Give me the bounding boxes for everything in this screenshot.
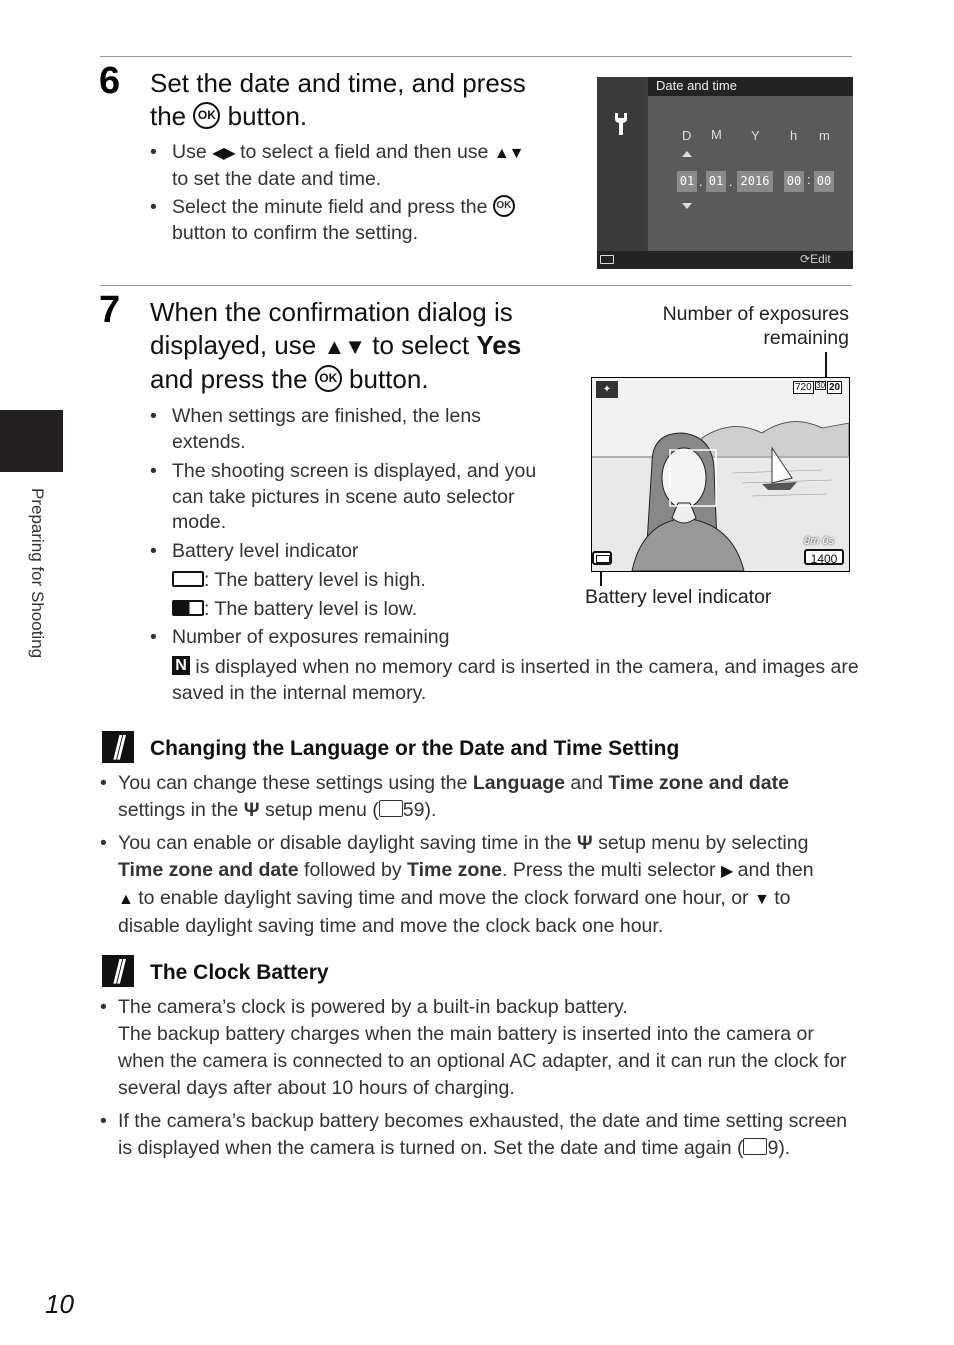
date-time-screen (597, 77, 853, 269)
up-down-arrow-icon: ▲▼ (493, 145, 524, 162)
wrench-icon (611, 111, 631, 137)
date-separator: . (699, 174, 703, 189)
page-ref-icon (379, 800, 403, 817)
battery-caption: Battery level indicator (585, 586, 772, 608)
label-hour: h (790, 128, 798, 143)
hour-field[interactable]: 00 (784, 171, 804, 192)
step-7-title: When the confirmation dialog is displayed, use ▲▼ to select Yes and press the OK button. (150, 297, 522, 394)
page-ref-icon (743, 1138, 767, 1155)
ok-button-icon: OK (193, 102, 220, 129)
note-1-title: Changing the Language or the Date and Time Setting (150, 737, 680, 760)
edit-hint: ⟳Edit (800, 252, 831, 266)
exposures-remaining: 1400 (804, 549, 844, 565)
ok-button-icon: OK (315, 365, 342, 392)
label-month: M (711, 127, 722, 142)
up-arrow-icon: ▲ (118, 891, 133, 908)
section-tab (0, 410, 63, 472)
down-arrow-icon: ▼ (753, 891, 769, 908)
month-field[interactable]: 01 (706, 171, 726, 192)
left-right-arrow-icon: ◀▶ (212, 145, 235, 162)
date-separator: . (729, 174, 733, 189)
screen-title: Date and time (656, 78, 737, 93)
label-day: D (682, 128, 692, 143)
internal-memory-icon: N (172, 656, 190, 675)
time-separator: : (807, 172, 811, 187)
page-number: 10 (45, 1289, 74, 1319)
frame-rate-indicator: 30 (816, 381, 825, 390)
top-rule (100, 56, 852, 57)
scene-auto-icon: ✦ (596, 381, 618, 398)
movie-time-remaining: 8m 0s (804, 535, 834, 547)
section-label: Preparing for Shooting (28, 488, 47, 659)
day-field[interactable]: 01 (677, 171, 697, 192)
battery-low-icon (172, 600, 204, 616)
exposures-caption: Number of exposures remaining (662, 303, 849, 349)
right-arrow-icon: ▶ (720, 863, 733, 880)
minute-field[interactable]: 00 (814, 171, 834, 192)
step-7-number: 7 (99, 289, 121, 331)
year-field[interactable]: 2016 (737, 171, 773, 192)
note-icon: ∥ (102, 731, 134, 763)
step-divider (100, 285, 852, 286)
up-arrow-icon[interactable] (682, 151, 692, 157)
battery-high-icon (172, 571, 204, 587)
wrench-icon: Ψ (576, 832, 593, 854)
wrench-icon: Ψ (243, 799, 260, 821)
battery-low-line: : The battery level is low. (172, 597, 417, 622)
label-minute: m (819, 128, 830, 143)
battery-level-indicator (592, 551, 612, 565)
note-2-title: The Clock Battery (150, 961, 329, 984)
menu-column (597, 77, 644, 269)
step-6-title: Set the date and time, and press the OK button. (150, 68, 526, 131)
down-arrow-icon[interactable] (682, 203, 692, 209)
internal-memory-note: N is displayed when no memory card is inserted in the camera, and images are saved in the internal memory. (172, 656, 859, 704)
movie-size-indicator: 720 (795, 382, 812, 393)
shooting-screen (591, 377, 850, 572)
image-mode-indicator: 20 (829, 382, 841, 393)
note-icon: ∥ (102, 955, 134, 987)
ok-button-icon: OK (493, 195, 515, 217)
step-6-number: 6 (99, 60, 121, 102)
up-down-arrow-icon: ▲▼ (323, 334, 366, 359)
battery-icon (600, 255, 614, 264)
label-year: Y (751, 128, 760, 143)
battery-high-line: : The battery level is high. (172, 568, 426, 593)
